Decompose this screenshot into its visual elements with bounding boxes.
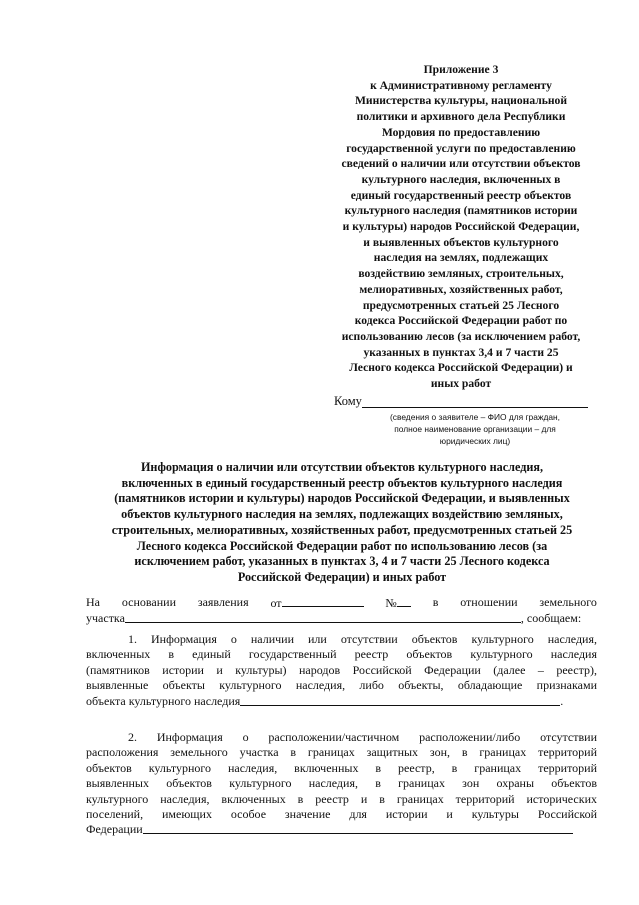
item-2-line — [86, 761, 597, 776]
basis-word: в — [432, 595, 439, 609]
application-date-field[interactable] — [282, 595, 364, 607]
appendix-line: и культуры) народов Российской Федерации, — [342, 220, 580, 234]
item-1-text: (памятников истории и культуры) народов Российской Федерации (далее – реестр), — [86, 662, 597, 677]
item-2-text: поселений, имеющих особое значение для истории и культуры Российской — [86, 807, 597, 822]
item-1-text: включенных в единый государственный реестр объектов культурного наследия — [86, 647, 597, 662]
item-2-text: выявленных объектов культурного наследия, в границах зон охраны объектов — [86, 776, 597, 791]
title-line: объектов культурного наследия на землях, подлежащих воздействию земляных, — [121, 507, 563, 522]
appendix-line: государственной услуги по предоставлению — [346, 141, 576, 155]
appendix-line: мелиоративных, хозяйственных работ, — [359, 282, 563, 296]
title-line: исключением работ, указанных в пунктах 3, 4 и 7 части 25 Лесного кодекса — [134, 554, 550, 569]
basis-word: отношении — [460, 595, 518, 609]
basis-end: , сообщаем: — [520, 611, 582, 626]
item-2-line — [86, 792, 597, 807]
item-1-line — [86, 647, 597, 662]
item-1-text: объекта культурного наследия — [86, 693, 241, 708]
appendix-line: Мордовия по предоставлению — [381, 125, 541, 139]
basis-line-2 — [86, 611, 597, 626]
title-line: строительных, мелиоративных, хозяйственных работ, предусмотренных статьей 25 — [111, 522, 573, 537]
land-plot-field[interactable] — [125, 611, 521, 623]
title-line: Информация о наличии или отсутствии объектов культурного наследия, — [140, 460, 544, 474]
basis-word: основании — [121, 595, 176, 609]
item-2-text: Федерации — [86, 822, 143, 837]
title-line: Лесного кодекса Российской Федерации работ по использованию лесов (за — [136, 538, 548, 553]
item-1-text: выявленные объекты культурного наследия, либо объекты, обладающие признаками — [86, 678, 597, 693]
item-2-line — [86, 807, 597, 822]
item-2-text: объектов культурного наследия, включенных в реестр, в границах территорий — [86, 760, 597, 775]
item-2-line — [86, 745, 597, 760]
appendix-line: единый государственный реестр объектов — [350, 188, 572, 202]
basis-word: заявления — [197, 595, 249, 609]
recipient-note-line: юридических лиц) — [439, 436, 511, 447]
appendix-line: к Административному регламенту — [370, 78, 552, 92]
basis-date — [270, 595, 363, 611]
item-1-line — [86, 663, 597, 678]
item-1-line — [86, 678, 597, 693]
title-line: (памятников истории и культуры) народов Российской Федерации, и выявленных — [114, 491, 570, 506]
item-2-text: культурного наследия, включенных в реестр и в границах территорий исторических — [86, 791, 597, 806]
item-2-line — [86, 776, 597, 791]
appendix-line: Лесного кодекса Российской Федерации) и — [349, 361, 573, 375]
recipient-note — [362, 411, 588, 448]
appendix-line: Приложение 3 — [423, 63, 499, 76]
basis-word: № — [385, 596, 397, 610]
appendix-line: иных работ — [430, 377, 492, 391]
appendix-line: использованию лесов (за исключением работ, — [341, 329, 581, 343]
item-1-answer-field[interactable] — [240, 694, 560, 706]
item-1-paragraph — [86, 632, 597, 709]
appendix-line: культурного наследия, включенных в — [361, 172, 561, 186]
title-line: включенных в единый государственный реестр объектов культурного наследия — [121, 475, 563, 490]
recipient-label: Кому — [334, 394, 362, 408]
basis-word: земельного — [539, 595, 597, 609]
basis-paragraph — [86, 595, 597, 627]
basis-line-1 — [86, 595, 597, 611]
appendix-line: кодекса Российской Федерации работ по — [354, 314, 568, 328]
item-2-text: 2. Информация о расположении/частичном расположении/либо отсутствии — [128, 730, 597, 744]
item-2-line — [86, 730, 597, 745]
item-1-end: . — [560, 693, 564, 708]
appendix-line: культурного наследия (памятников истории — [344, 204, 578, 218]
item-1-text: 1. Информация о наличии или отсутствии объектов культурного наследия, — [128, 632, 597, 646]
basis-word: На — [86, 595, 100, 609]
item-1-line — [86, 632, 597, 647]
item-2-line — [86, 822, 597, 837]
appendix-header — [316, 62, 606, 392]
application-number-field[interactable] — [397, 595, 411, 607]
appendix-line: наследия на землях, подлежащих — [373, 251, 549, 265]
item-2-answer-field[interactable] — [143, 822, 573, 834]
title-line: Российской Федерации) и иных работ — [237, 569, 447, 584]
recipient-note-line: полное наименование организации – для — [394, 424, 556, 435]
appendix-line: воздействию земляных, строительных, — [358, 267, 564, 281]
appendix-line: сведений о наличии или отсутствии объектов — [341, 157, 581, 171]
recipient-note-line: (сведения о заявителе – ФИО для граждан, — [390, 412, 560, 422]
item-2-paragraph — [86, 730, 597, 838]
appendix-line: предусмотренных статьей 25 Лесного — [362, 298, 560, 312]
basis-number — [385, 595, 410, 611]
basis-word: от — [270, 596, 282, 610]
recipient-field-line[interactable] — [362, 407, 588, 408]
appendix-line: Министерства культуры, национальной — [354, 94, 568, 108]
appendix-line: указанных в пунктах 3,4 и 7 части 25 — [363, 345, 559, 359]
item-1-line — [86, 694, 597, 709]
document-title — [78, 460, 606, 586]
basis-word: участка — [86, 611, 125, 626]
appendix-line: и выявленных объектов культурного — [363, 235, 559, 249]
appendix-line: политики и архивного дела Республики — [356, 110, 566, 124]
item-2-text: расположения земельного участка в границах защитных зон, в границах территорий — [86, 745, 597, 760]
